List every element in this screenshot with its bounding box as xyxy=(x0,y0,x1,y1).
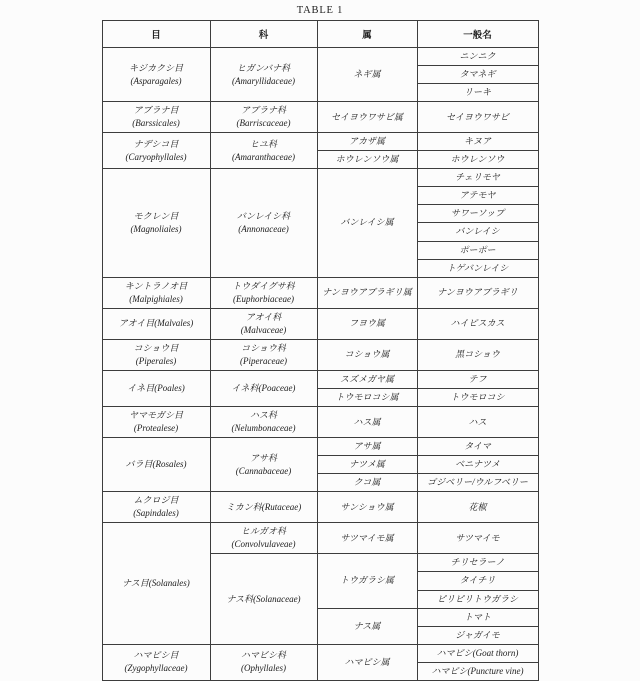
cell-family: トウダイグサ科 (Euphorbiaceae) xyxy=(210,277,317,308)
cell-genus: ハマビシ属 xyxy=(317,644,417,680)
cell-genus: サンショウ属 xyxy=(317,492,417,523)
cell-common-name: 花椒 xyxy=(417,492,538,523)
cell-common-name: リーキ xyxy=(417,84,538,102)
cell-common-name: ハマビシ(Puncture vine) xyxy=(417,662,538,680)
cell-common-name: ハス xyxy=(417,406,538,437)
cell-genus: ナツメ属 xyxy=(317,456,417,474)
cell-family: アサ科 (Cannabaceae) xyxy=(210,438,317,492)
cell-common-name: テフ xyxy=(417,370,538,388)
cell-family: アオイ科 (Malvaceae) xyxy=(210,308,317,339)
table-row xyxy=(102,277,538,308)
cell-common-name: チェリモヤ xyxy=(417,169,538,187)
table-row xyxy=(102,406,538,437)
cell-common-name: タイチリ xyxy=(417,572,538,590)
table-row xyxy=(102,48,538,66)
cell-family: バンレイシ科 (Annonaceae) xyxy=(210,169,317,277)
cell-order: ハマビシ目 (Zygophyllaceae) xyxy=(102,644,210,680)
cell-common-name: ジャガイモ xyxy=(417,626,538,644)
cell-genus: トウモロコシ属 xyxy=(317,388,417,406)
cell-family: ナス科(Solanaceae) xyxy=(210,554,317,644)
cell-order: コショウ目 (Piperales) xyxy=(102,339,210,370)
cell-common-name: チリセラーノ xyxy=(417,554,538,572)
table-row xyxy=(102,102,538,133)
cell-genus: ナス属 xyxy=(317,608,417,644)
cell-common-name: キヌア xyxy=(417,133,538,151)
cell-common-name: ナンヨウアブラギリ xyxy=(417,277,538,308)
cell-common-name: セイヨウワサビ xyxy=(417,102,538,133)
cell-common-name: ベニナツメ xyxy=(417,456,538,474)
table-row xyxy=(102,370,538,388)
table-row xyxy=(102,438,538,456)
cell-common-name: サツマイモ xyxy=(417,523,538,554)
cell-genus: バンレイシ属 xyxy=(317,169,417,277)
col-header-order: 目 xyxy=(102,21,210,48)
cell-common-name: トウモロコシ xyxy=(417,388,538,406)
cell-genus: アカザ属 xyxy=(317,133,417,151)
cell-common-name: ハマビシ(Goat thorn) xyxy=(417,644,538,662)
cell-order: モクレン目 (Magnoliales) xyxy=(102,169,210,277)
cell-family: コショウ科 (Piperaceae) xyxy=(210,339,317,370)
header-row xyxy=(102,21,538,48)
table-row xyxy=(102,339,538,370)
cell-genus: ナンヨウアブラギリ属 xyxy=(317,277,417,308)
cell-order: バラ目(Rosales) xyxy=(102,438,210,492)
cell-common-name: サワーソップ xyxy=(417,205,538,223)
cell-order: ナデシコ目 (Caryophyllales) xyxy=(102,133,210,169)
cell-family: アブラナ科 (Barriscaceae) xyxy=(210,102,317,133)
cell-genus: サツマイモ属 xyxy=(317,523,417,554)
table-row xyxy=(102,492,538,523)
table-row xyxy=(102,133,538,151)
cell-order: ムクロジ目 (Sapindales) xyxy=(102,492,210,523)
cell-common-name: タマネギ xyxy=(417,66,538,84)
cell-family: ヒガンバナ科 (Amaryllidaceae) xyxy=(210,48,317,102)
table-row xyxy=(102,523,538,554)
cell-common-name: ホウレンソウ xyxy=(417,151,538,169)
cell-common-name: 黒コショウ xyxy=(417,339,538,370)
cell-common-name: トゲバンレイシ xyxy=(417,259,538,277)
cell-family: ハマビシ科 (Ophyllales) xyxy=(210,644,317,680)
cell-order: アブラナ目 (Barssicales) xyxy=(102,102,210,133)
cell-genus: ホウレンソウ属 xyxy=(317,151,417,169)
cell-order: キジカクシ目 (Asparagales) xyxy=(102,48,210,102)
cell-common-name: ピリピリトウガラシ xyxy=(417,590,538,608)
table-row xyxy=(102,169,538,187)
cell-common-name: ポーポー xyxy=(417,241,538,259)
cell-genus: スズメガヤ属 xyxy=(317,370,417,388)
cell-order: ヤマモガシ目 (Protealese) xyxy=(102,406,210,437)
cell-common-name: バンレイシ xyxy=(417,223,538,241)
cell-common-name: ゴジベリー/ウルフベリー xyxy=(417,474,538,492)
cell-family: ミカン科(Rutaceae) xyxy=(210,492,317,523)
cell-genus: コショウ属 xyxy=(317,339,417,370)
cell-family: ヒルガオ科 (Convolvulaveae) xyxy=(210,523,317,554)
cell-common-name: アテモヤ xyxy=(417,187,538,205)
table-caption: TABLE 1 xyxy=(296,5,344,16)
cell-family: ヒユ科 (Amaranthaceae) xyxy=(210,133,317,169)
cell-order: アオイ目(Malvales) xyxy=(102,308,210,339)
cell-genus: セイヨウワサビ属 xyxy=(317,102,417,133)
taxonomy-table xyxy=(102,20,539,681)
cell-order: イネ目(Poales) xyxy=(102,370,210,406)
cell-genus: クコ属 xyxy=(317,474,417,492)
col-header-genus: 属 xyxy=(317,21,417,48)
col-header-common: 一般名 xyxy=(417,21,538,48)
cell-genus: アサ属 xyxy=(317,438,417,456)
cell-family: ハス科 (Nelumbonaceae) xyxy=(210,406,317,437)
cell-genus: トウガラシ属 xyxy=(317,554,417,608)
table-row xyxy=(102,308,538,339)
cell-common-name: トマト xyxy=(417,608,538,626)
cell-genus: ハス属 xyxy=(317,406,417,437)
cell-order: キントラノオ目 (Malpighiales) xyxy=(102,277,210,308)
cell-common-name: ニンニク xyxy=(417,48,538,66)
cell-family: イネ科(Poaceae) xyxy=(210,370,317,406)
cell-genus: フヨウ属 xyxy=(317,308,417,339)
cell-common-name: ハイビスカス xyxy=(417,308,538,339)
cell-common-name: タイマ xyxy=(417,438,538,456)
cell-genus: ネギ属 xyxy=(317,48,417,102)
cell-order: ナス目(Solanales) xyxy=(102,523,210,644)
table-row xyxy=(102,644,538,662)
col-header-family: 科 xyxy=(210,21,317,48)
